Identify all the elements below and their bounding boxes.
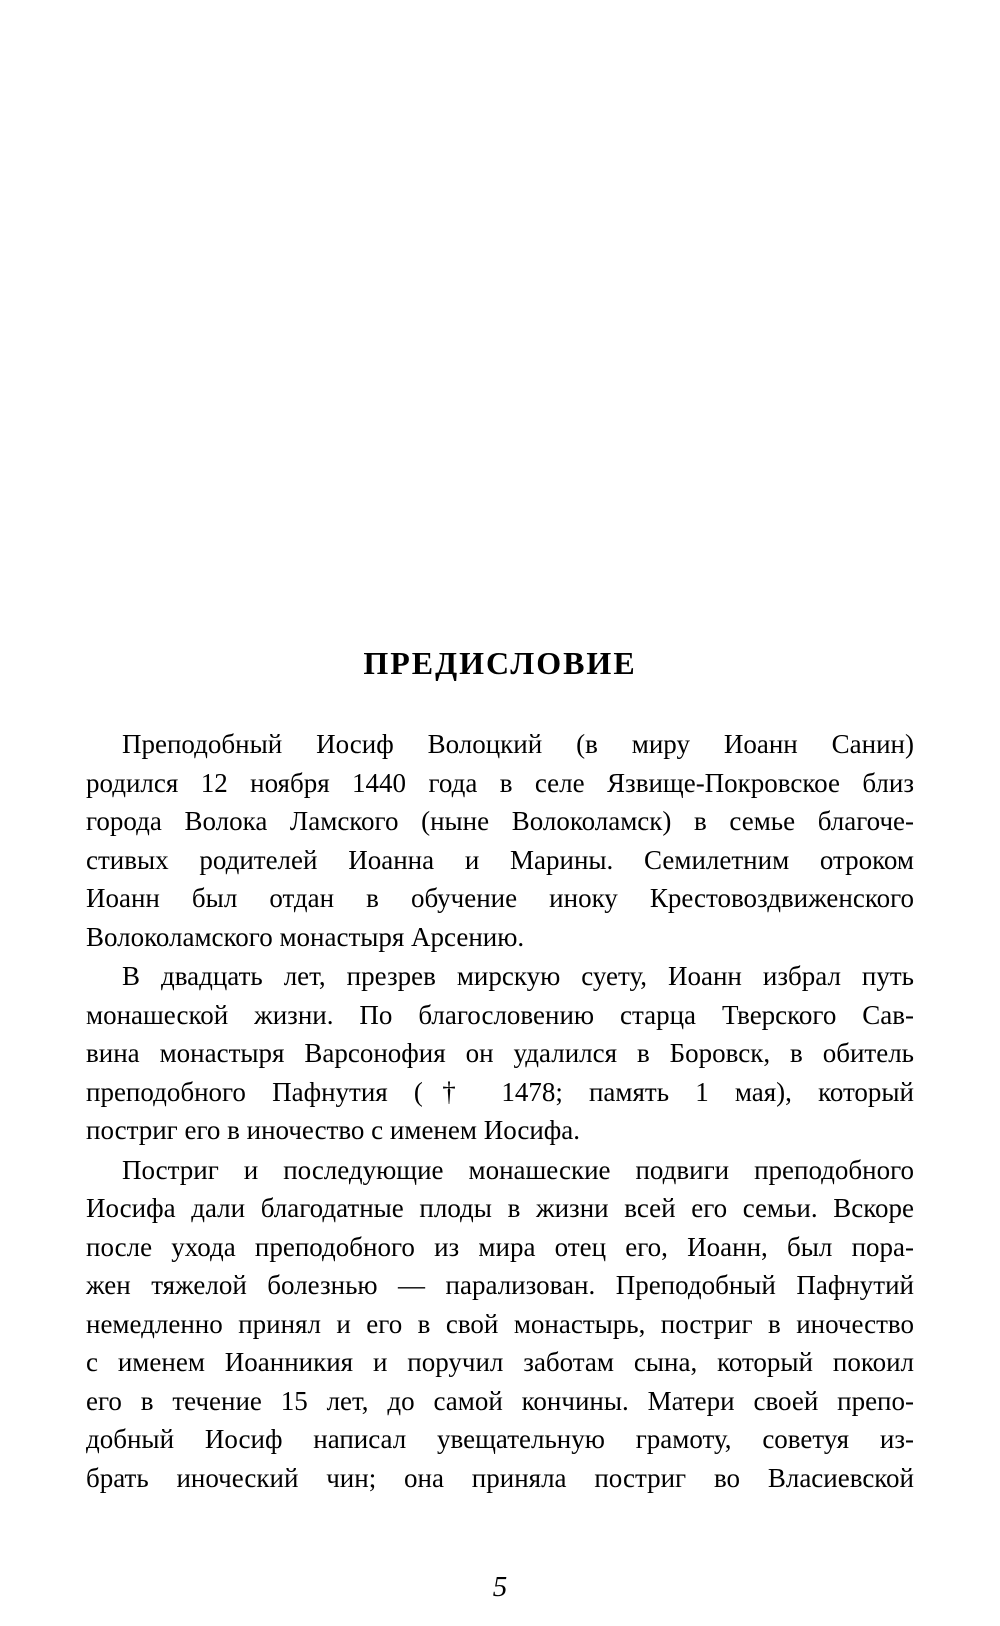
text-line: Преподобный Иосиф Волоцкий (в миру Иоанн Санин) [122,729,914,759]
chapter-heading: ПРЕДИСЛОВИЕ [363,645,637,681]
page-number: 5 [492,1571,508,1603]
text-line: стивых родителей Иоанна и Марины. Семилетним отроком [86,844,914,875]
text-line: с именем Иоанникия и поручил заботам сына, который покоил [86,1347,914,1377]
text-line: Иосифа дали благодатные плоды в жизни всей его семьи. Вскоре [86,1193,914,1223]
text-line: Волоколамского монастыря Арсению. [86,921,525,952]
text-line: монашеской жизни. По благословению старца Тверского Сав- [86,999,914,1030]
text-line: родился 12 ноября 1440 года в селе Язвище-Покровское близ [86,767,914,798]
text-line: добный Иосиф написал увещательную грамоту, советуя из- [86,1424,914,1454]
text-line: брать иноческий чин; она приняла постриг во Власиевской [86,1462,914,1493]
text-line: Постриг и последующие монашеские подвиги преподобного [122,1154,914,1185]
text-line: жен тяжелой болезнью — парализован. Преподобный Пафнутий [86,1270,914,1300]
paragraph-3 [86,1151,914,1498]
text-line: преподобного Пафнутия († 1478; память 1 мая), который [86,1076,914,1107]
body-text [86,725,914,1497]
text-line: его в течение 15 лет, до самой кончины. Матери своей препо- [86,1385,914,1416]
text-line: вина монастыря Варсонофия он удалился в Боровск, в обитель [86,1038,914,1068]
text-line: немедленно принял и его в свой монастырь, постриг в иночество [86,1308,914,1339]
text-line: города Волока Ламского (ныне Волоколамск) в семье благоче- [86,806,914,836]
text-line: Иоанн был отдан в обучение иноку Крестовоздвиженского [86,883,914,913]
text-line: В двадцать лет, презрев мирскую суету, Иоанн избрал путь [122,961,914,991]
paragraph-2 [86,957,914,1150]
paragraph-1 [86,725,914,956]
text-line: после ухода преподобного из мира отец его, Иоанн, был пора- [86,1231,914,1262]
text-line: постриг его в иночество с именем Иосифа. [86,1115,581,1145]
